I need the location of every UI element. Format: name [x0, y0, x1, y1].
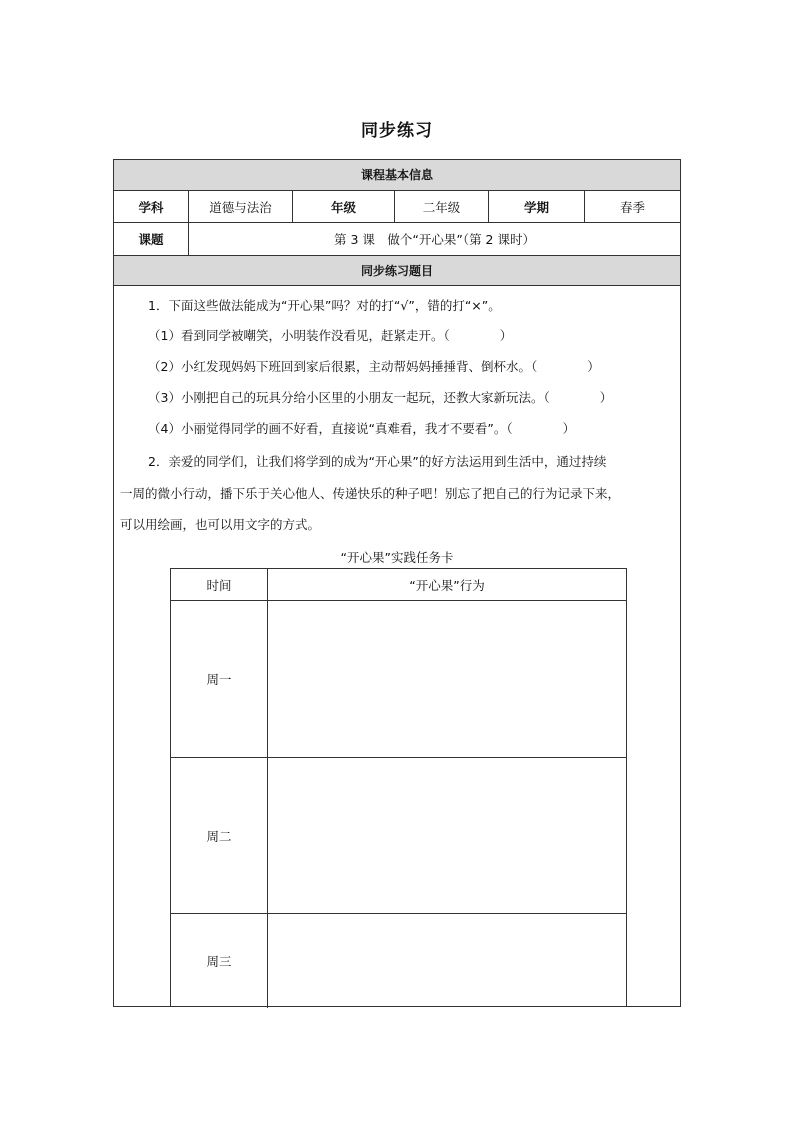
task-card-title: “开心果”实践任务卡 — [340, 550, 454, 565]
behavior-entry-area[interactable] — [268, 601, 626, 757]
course-info-row — [114, 191, 680, 223]
behavior-entry-area[interactable] — [268, 914, 626, 1008]
subject-value: 道德与法治 — [189, 191, 293, 222]
page-title: 同步练习 — [361, 121, 433, 141]
time-column-header: 时间 — [171, 569, 268, 600]
topic-row — [114, 223, 680, 256]
question-1: 1．下面这些做法能成为“开心果”吗？对的打“√”，错的打“×”。 — [148, 298, 501, 313]
worksheet-table — [113, 159, 681, 1007]
table-row — [171, 601, 626, 758]
day-label: 周三 — [171, 914, 268, 1008]
behavior-entry-area[interactable] — [268, 758, 626, 913]
grade-value: 二年级 — [395, 191, 489, 222]
exercise-header: 同步练习题目 — [114, 256, 680, 286]
question-1-item: （4）小丽觉得同学的画不好看，直接说“真难看，我才不要看”。（ ） — [148, 421, 576, 436]
topic-value: 第 3 课 做个“开心果”（第 2 课时） — [333, 232, 535, 247]
topic-label: 课题 — [114, 223, 189, 255]
question-2-line: 可以用绘画，也可以用文字的方式。 — [120, 517, 321, 532]
question-2-line: 2．亲爱的同学们，让我们将学到的成为“开心果”的好方法运用到生活中，通过持续 — [148, 454, 607, 469]
behavior-column-header: “开心果”行为 — [409, 577, 485, 593]
task-card-header-row — [171, 569, 626, 601]
term-value: 春季 — [619, 199, 645, 215]
question-1-item: （3）小刚把自己的玩具分给小区里的小朋友一起玩，还教大家新玩法。（ ） — [148, 390, 613, 405]
subject-label: 学科 — [114, 191, 189, 222]
question-1-item: （1）看到同学被嘲笑，小明装作没看见，赶紧走开。（ ） — [148, 328, 513, 343]
table-row — [171, 758, 626, 914]
task-card-table — [170, 568, 627, 1007]
day-label: 周一 — [171, 601, 268, 757]
table-row — [171, 914, 626, 1008]
term-label: 学期 — [489, 191, 585, 222]
course-info-header: 课程基本信息 — [114, 160, 680, 191]
question-2-line: 一周的微小行动，播下乐于关心他人、传递快乐的种子吧！别忘了把自己的行为记录下来， — [120, 486, 621, 501]
day-label: 周二 — [171, 758, 268, 913]
question-1-item: （2）小红发现妈妈下班回到家后很累，主动帮妈妈捶捶背、倒杯水。（ ） — [148, 359, 600, 374]
grade-label: 年级 — [293, 191, 395, 222]
